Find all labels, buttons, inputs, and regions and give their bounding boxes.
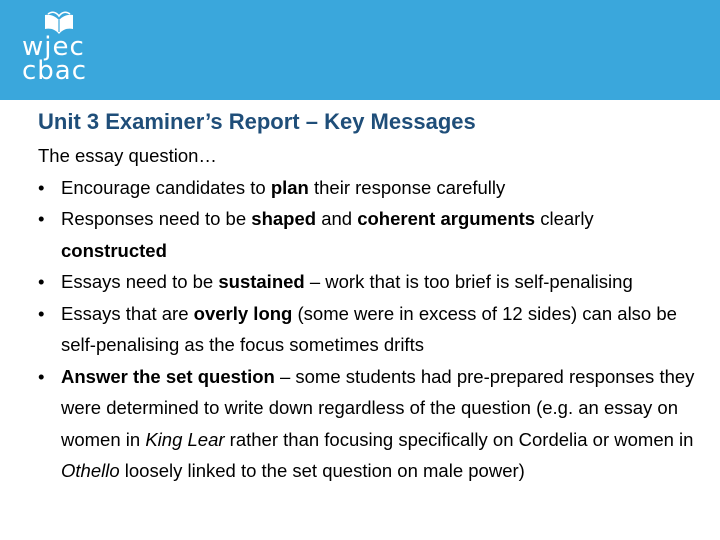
bullet-symbol: •: [38, 271, 45, 292]
header-band: [0, 0, 720, 100]
bullet-symbol: •: [38, 176, 45, 198]
bold-text-run: Answer the set question: [61, 365, 275, 387]
logo-text-cbac: cbac: [22, 56, 88, 86]
slide-title: Unit 3 Examiner’s Report – Key Messages: [38, 109, 476, 134]
text-run: their response carefully: [308, 176, 506, 198]
slide-body: [38, 140, 698, 487]
bold-text-run: coherent arguments: [357, 208, 536, 229]
text-run: (some were in excess of 12 sides) can also be self-penalising as the focus sometimes drifts: [61, 302, 677, 355]
text-run: Essays that are: [61, 302, 194, 324]
text-run: – work that is too brief is self-penalising: [304, 271, 633, 292]
text-run: Essays need to be: [61, 271, 219, 292]
bullet-item: [38, 361, 698, 487]
bold-text-run: plan: [270, 176, 309, 198]
bold-text-run: sustained: [218, 271, 305, 292]
text-run: rather than focusing specifically on Cordelia or women in: [224, 428, 694, 450]
bold-text-run: shaped: [251, 208, 317, 229]
intro-heading: The essay question…: [38, 145, 217, 166]
bullet-item: [38, 298, 698, 361]
bold-text-run: overly long: [193, 302, 293, 324]
text-run: Encourage candidates to: [61, 176, 271, 198]
text-run: and: [316, 208, 358, 229]
bullet-symbol: •: [38, 365, 45, 387]
text-run: clearly: [535, 208, 594, 229]
bold-text-run: constructed: [61, 239, 167, 261]
bullet-symbol: •: [38, 208, 45, 229]
bullet-list: [38, 172, 698, 487]
bullet-item: [38, 172, 698, 204]
wjec-cbac-logo: [20, 10, 90, 90]
bullet-item: [38, 266, 698, 298]
bullet-symbol: •: [38, 302, 45, 324]
text-run: Responses need to be: [61, 208, 252, 229]
logo-text-wjec: wjec: [22, 32, 85, 62]
text-run: – some students had pre-prepared responses they were determined to write down regardless of the question (e.g. an essay on women in: [61, 365, 695, 450]
italic-text-run: Othello: [61, 460, 120, 481]
text-run: loosely linked to the set question on male power): [119, 460, 525, 481]
italic-text-run: King Lear: [145, 428, 225, 450]
bullet-item: [38, 203, 698, 266]
